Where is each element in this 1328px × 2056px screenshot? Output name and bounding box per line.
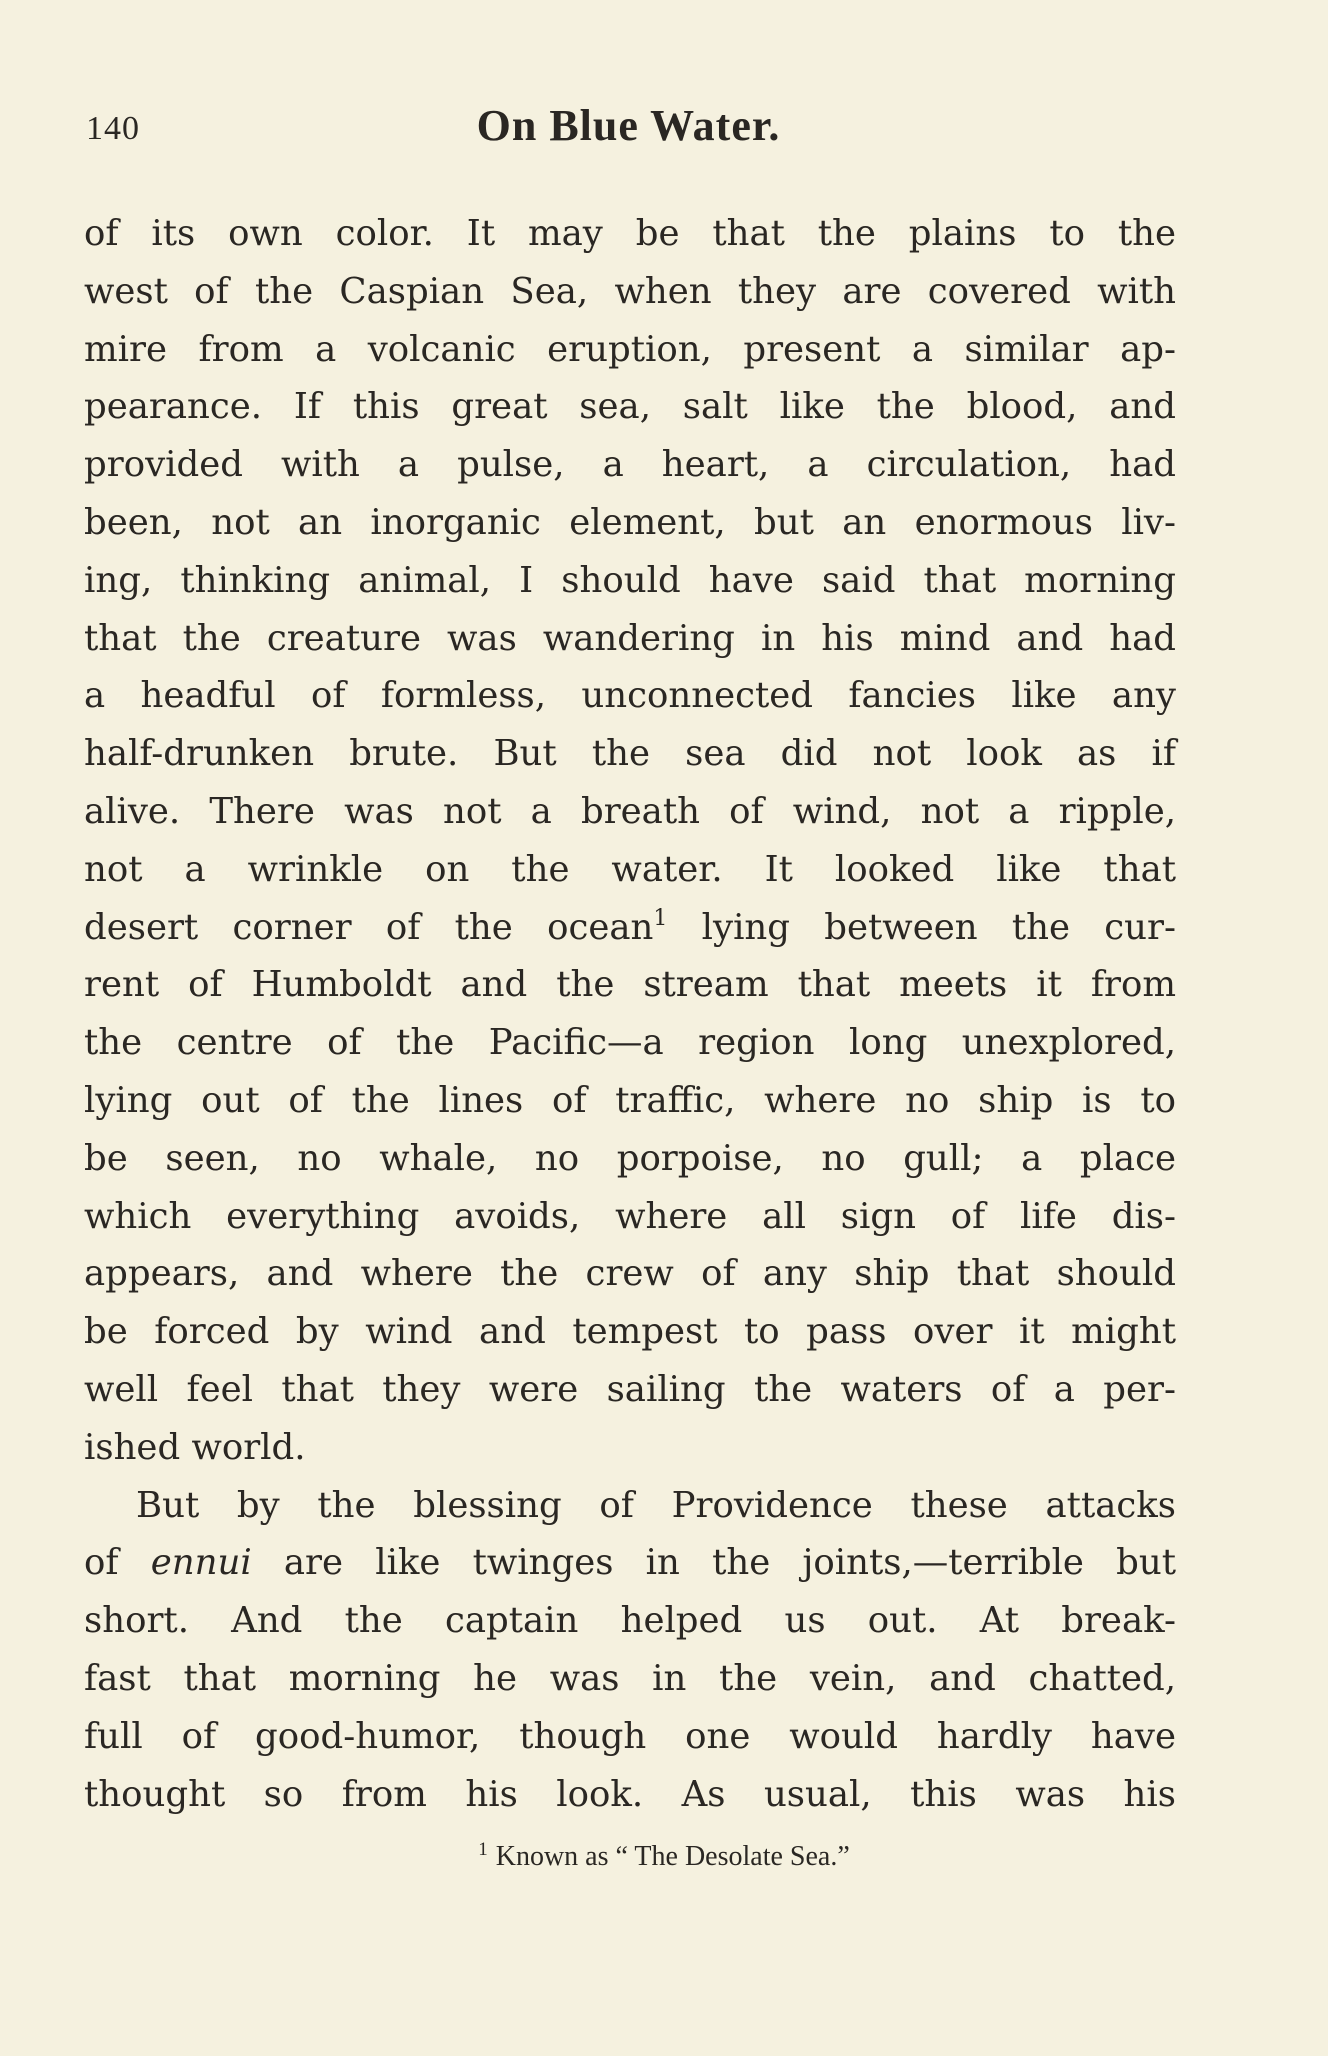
- text-line-with-footnote-ref: [84, 899, 1176, 957]
- page-number: 140: [86, 110, 140, 147]
- text-line: full of good-humor, though one would hardly have: [84, 1715, 1176, 1757]
- text-line: thought so from his look. As usual, this was his: [84, 1773, 1176, 1815]
- text-line: the centre of the Pacific—a region long unexplored,: [84, 1022, 1176, 1064]
- text-line: mire from a volcanic eruption, present a similar ap-: [84, 328, 1176, 370]
- text-line: provided with a pulse, a heart, a circulation, had: [84, 444, 1176, 486]
- page-header: [82, 100, 1175, 160]
- text-line: be seen, no whale, no porpoise, no gull; a place: [84, 1137, 1176, 1179]
- text-line-with-italic: [84, 1534, 1176, 1592]
- body-text: [84, 205, 1176, 1823]
- text-line: fast that morning he was in the vein, and chatted,: [84, 1657, 1176, 1699]
- text-line: a headful of formless, unconnected fancies like any: [84, 675, 1176, 717]
- text-line: west of the Caspian Sea, when they are covered with: [84, 270, 1176, 312]
- footnote-text: Known as “ The Desolate Sea.”: [495, 1841, 850, 1872]
- text-line: been, not an inorganic element, but an enormous liv-: [84, 501, 1176, 543]
- text-line: pearance. If this great sea, salt like the blood, and: [84, 386, 1176, 428]
- text-line: of its own color. It may be that the plains to the: [84, 213, 1176, 254]
- text-segment: are like twinges in the joints,—terrible but: [251, 1542, 1176, 1584]
- text-line: not a wrinkle on the water. It looked like that: [84, 848, 1176, 890]
- text-line: half-drunken brute. But the sea did not look as if: [84, 733, 1176, 775]
- footnote-reference[interactable]: 1: [653, 905, 668, 931]
- text-line: ing, thinking animal, I should have said that morning: [84, 559, 1176, 601]
- text-line: short. And the captain helped us out. At break-: [84, 1600, 1176, 1642]
- text-line-indented: But by the blessing of Providence these attacks: [136, 1484, 1176, 1526]
- text-segment: desert corner of the ocean: [84, 906, 654, 948]
- text-line: that the creature was wandering in his mind and had: [84, 617, 1176, 659]
- text-line-last: ished world.: [84, 1426, 306, 1468]
- running-title: On Blue Water.: [476, 101, 781, 150]
- text-line: be forced by wind and tempest to pass over it might: [84, 1311, 1176, 1353]
- text-line: lying out of the lines of traffic, where no ship is to: [84, 1079, 1176, 1121]
- text-segment: lying between the cur-: [667, 906, 1177, 948]
- text-line: rent of Humboldt and the stream that meets it from: [84, 964, 1176, 1006]
- text-line: which everything avoids, where all sign of life dis-: [84, 1195, 1176, 1237]
- text-line: alive. There was not a breath of wind, not a ripple,: [84, 790, 1176, 832]
- italic-term: ennui: [150, 1542, 252, 1584]
- text-line: well feel that they were sailing the waters of a per-: [84, 1368, 1176, 1410]
- text-segment: of: [84, 1542, 151, 1584]
- footnote-number: 1: [478, 1839, 488, 1860]
- footnote: [0, 1841, 1328, 1873]
- text-line: appears, and where the crew of any ship that should: [84, 1253, 1176, 1295]
